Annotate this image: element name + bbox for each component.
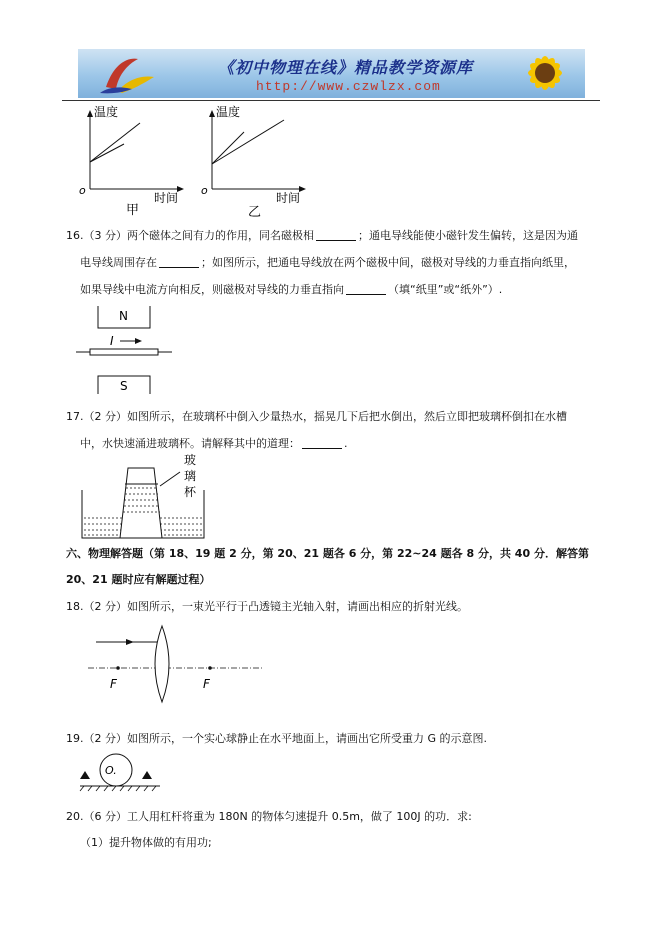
glass-label-1: 玻 <box>184 453 197 467</box>
q16-text-3: 如果导线中电流方向相反，则磁极对导线的力垂直指向 <box>80 283 344 296</box>
convex-lens-diagram <box>82 616 272 706</box>
answer-blank[interactable] <box>316 240 356 241</box>
q17-text-2b: . <box>344 437 348 450</box>
q17-text-2: 中，水快速涌进玻璃杯。请解释其中的道理： <box>80 437 300 450</box>
current-label: I <box>110 334 114 348</box>
q18-text: 18.（2 分）如图所示，一束光平行于凸透镜主光轴入射，请画出相应的折射光线。 <box>66 600 468 613</box>
graph-yi <box>192 102 312 220</box>
glass-label-2: 璃 <box>184 469 197 483</box>
q16-text-2b: ；如图所示，把通电导线放在两个磁极中间，磁极对导线的力垂直指向纸里， <box>201 256 575 269</box>
x-axis-label: 时间 <box>276 191 301 205</box>
q17-line1: 17.（2 分）如图所示，在玻璃杯中倒入少量热水，摇晃几下后把水倒出，然后立即把玻璃杯倒扣在水槽 <box>66 410 567 423</box>
y-axis-label: 温度 <box>94 105 119 119</box>
q20-sub1: （1）提升物体做的有用功; <box>80 836 212 849</box>
answer-blank[interactable] <box>159 267 199 268</box>
ball-diagram <box>76 748 166 792</box>
header-banner <box>78 49 585 98</box>
section6-heading: 六、物理解答题（第 18、19 题 2 分，第 20、21 题各 6 分，第 22~24 题各 8 分，共 40 分．解答第 <box>66 547 589 560</box>
pole-s-label: S <box>120 379 128 393</box>
q16-line2 <box>80 256 575 270</box>
glass-label-3: 杯 <box>184 485 197 499</box>
banner-title: 《初中物理在线》精品教学资源库 <box>218 58 474 77</box>
origin-label: o <box>79 184 86 197</box>
glass-trough-diagram <box>76 452 212 542</box>
sunflower-icon <box>509 49 579 98</box>
magnet-diagram <box>70 300 180 400</box>
logo-icon <box>98 53 158 95</box>
q19-text: 19.（2 分）如图所示，一个实心球静止在水平地面上，请画出它所受重力 G 的示意图. <box>66 732 487 745</box>
q17-line2 <box>80 437 348 451</box>
x-axis-label: 时间 <box>154 191 179 205</box>
caption-yi: 乙 <box>248 205 262 220</box>
graph-jia <box>70 102 190 220</box>
y-axis-label: 温度 <box>216 105 241 119</box>
q16-line1 <box>66 229 578 243</box>
q16-text-1b: ；通电导线能使小磁针发生偏转，这是因为通 <box>358 229 578 242</box>
q16-text-1: 16.（3 分）两个磁体之间有力的作用，同名磁极相 <box>66 229 314 242</box>
ball-center-label: O. <box>105 764 117 777</box>
section6-heading-cont: 20、21 题时应有解题过程） <box>66 573 211 586</box>
origin-label: o <box>201 184 208 197</box>
q20-text: 20.（6 分）工人用杠杆将重为 180N 的物体匀速提升 0.5m，做了 100J 的功．求: <box>66 810 472 823</box>
answer-blank[interactable] <box>346 294 386 295</box>
pole-n-label: N <box>119 309 128 323</box>
q16-text-2: 电导线周围存在 <box>80 256 157 269</box>
answer-blank[interactable] <box>302 448 342 449</box>
header-rule <box>62 100 600 101</box>
focus-right-label: F <box>203 677 210 691</box>
q16-text-3b: （填“纸里”或“纸外”）. <box>388 283 503 296</box>
q16-line3 <box>80 283 502 297</box>
caption-jia: 甲 <box>126 203 140 218</box>
banner-url[interactable]: http://www.czwlzx.com <box>256 79 441 94</box>
focus-left-label: F <box>110 677 117 691</box>
